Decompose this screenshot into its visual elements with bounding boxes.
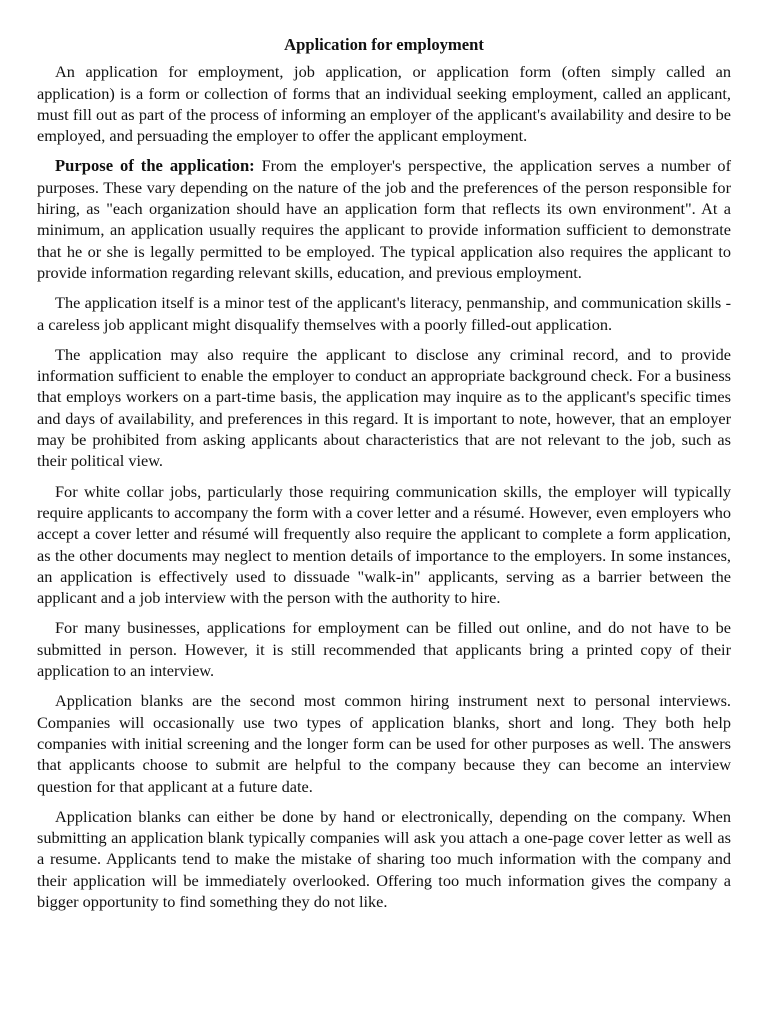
- paragraph-purpose: [37, 155, 731, 283]
- paragraph-intro: [37, 61, 731, 146]
- paragraph-text: From the employer's perspective, the application serves a number of purposes. These vary depending on the nature of the job and the preferences of the person responsible for hiring, as "each organization should have an application form that reflects its own environment". At a minimum, an application usually requires the applicant to provide information sufficient to demonstrate that he or she is legally permitted to be employed. The typical application also requires the applicant to provide information regarding relevant skills, education, and previous employment.: [37, 156, 731, 282]
- document-page: [37, 34, 731, 921]
- paragraph-text: Application blanks can either be done by hand or electronically, depending on the company. When submitting an application blank typically companies will ask you attach a one-page cover letter as well as a resume. Applicants tend to make the mistake of sharing too much information with the company and their application will be immediately overlooked. Offering too much information gives the company a bigger opportunity to find something they do not like.: [37, 806, 731, 911]
- paragraph-application-blanks: [37, 690, 731, 796]
- section-heading-purpose: Purpose of the application:: [55, 156, 255, 176]
- paragraph-text: The application may also require the applicant to disclose any criminal record, and to provide information sufficient to enable the employer to conduct an appropriate background check. For a business that employs workers on a part-time basis, the application may inquire as to the applicant's specific times and days of availability, and preferences in this regard. It is important to note, however, that an employer may be prohibited from asking applicants about characteristics that are not relevant to the job, such as their political view.: [37, 344, 731, 471]
- paragraph-text: The application itself is a minor test of the applicant's literacy, penmanship, and communication skills - a careless job applicant might disqualify themselves with a poorly filled-out application.: [37, 293, 731, 334]
- paragraph-criminal-record: [37, 344, 731, 472]
- paragraph-literacy-test: [37, 292, 731, 335]
- paragraph-text: Application blanks are the second most common hiring instrument next to personal interviews. Companies will occasionally use two types of application blanks, short and long. They both help companies with initial screening and the longer form can be used for other purposes as well. The answers that applicants choose to submit are helpful to the company because they can become an interview question for that applicant at a future date.: [37, 691, 731, 796]
- paragraph-text: An application for employment, job application, or application form (often simply called an application) is a form or collection of forms that an individual seeking employment, called an applicant, must fill out as part of the process of informing an employer of the applicant's availability and desire to be employed, and persuading the employer to offer the applicant employment.: [37, 62, 731, 146]
- document-title: Application for employment: [284, 35, 484, 54]
- paragraph-white-collar: [37, 481, 731, 609]
- paragraph-text: For many businesses, applications for employment can be filled out online, and do not have to be submitted in person. However, it is still recommended that applicants bring a printed copy of their application to an interview.: [37, 618, 731, 681]
- paragraph-online: [37, 617, 731, 681]
- paragraph-text: For white collar jobs, particularly those requiring communication skills, the employer will typically require applicants to accompany the form with a cover letter and a résumé. However, even employers who accept a cover letter and résumé will frequently also require the applicant to complete a form application, as the other documents may neglect to mention details of importance to the employers. In some instances, an application is effectively used to dissuade "walk-in" applicants, serving as a barrier between the applicant and a job interview with the person with the authority to hire.: [37, 481, 731, 608]
- paragraph-blank-submission: [37, 806, 731, 912]
